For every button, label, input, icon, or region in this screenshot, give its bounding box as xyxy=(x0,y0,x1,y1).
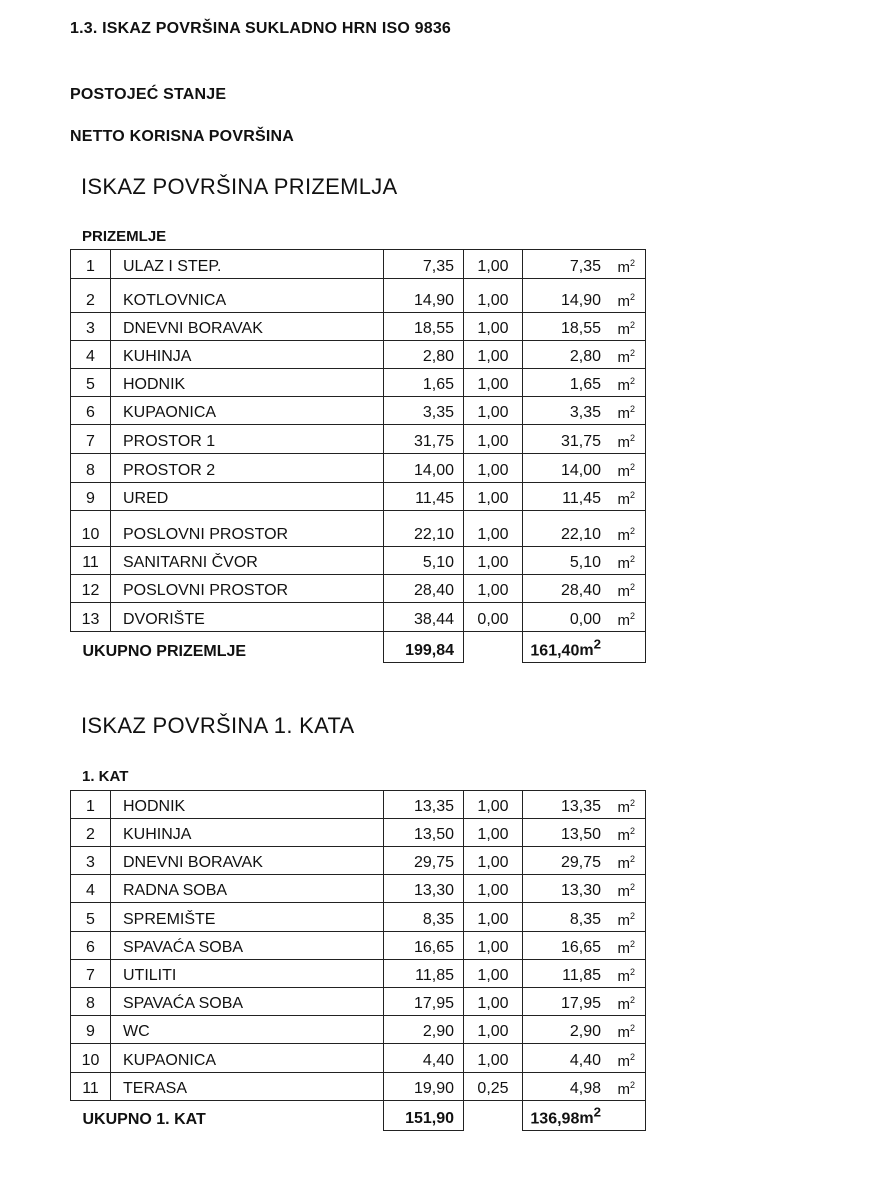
net-area-heading: NETTO KORISNA POVRŠINA xyxy=(70,128,294,145)
unit-label xyxy=(617,911,635,929)
room-area: 13,30 xyxy=(384,875,464,903)
room-net-value: 0,00 xyxy=(569,611,601,628)
room-net-value: 11,85 xyxy=(562,967,601,984)
unit-base: m xyxy=(617,434,630,451)
room-coefficient: 1,00 xyxy=(464,1016,523,1044)
room-number: 6 xyxy=(71,397,111,425)
table-row xyxy=(71,847,646,875)
unit-exponent: 2 xyxy=(629,376,635,386)
unit-exponent: 2 xyxy=(629,1080,635,1090)
room-net-area xyxy=(523,875,646,903)
room-name: RADNA SOBA xyxy=(111,875,384,903)
room-coefficient: 1,00 xyxy=(464,279,523,313)
unit-label xyxy=(617,376,635,394)
room-name: SPAVAĆA SOBA xyxy=(111,932,384,960)
room-net-value: 14,00 xyxy=(560,462,601,479)
unit-label xyxy=(617,1023,635,1041)
room-area: 16,65 xyxy=(384,932,464,960)
room-area: 14,90 xyxy=(384,279,464,313)
room-net-area xyxy=(523,425,646,454)
room-coefficient: 1,00 xyxy=(464,903,523,932)
unit-base: m xyxy=(617,855,630,872)
room-net-value: 2,90 xyxy=(569,1023,601,1040)
room-name: POSLOVNI PROSTOR xyxy=(111,511,384,547)
table-row xyxy=(71,425,646,454)
room-area: 22,10 xyxy=(384,511,464,547)
state-heading: POSTOJEĆ STANJE xyxy=(70,86,227,103)
unit-exponent: 2 xyxy=(629,882,635,892)
room-name: PROSTOR 2 xyxy=(111,454,384,483)
unit-base: m xyxy=(617,583,630,600)
room-net-area xyxy=(523,932,646,960)
room-net-area xyxy=(523,791,646,819)
total-net-value: 161,40 xyxy=(530,642,580,659)
room-net-value: 5,10 xyxy=(569,554,601,571)
unit-base: m xyxy=(617,1081,630,1098)
room-name: URED xyxy=(111,483,384,511)
room-net-area xyxy=(523,988,646,1016)
room-name: UTILITI xyxy=(111,960,384,988)
table-row xyxy=(71,313,646,341)
room-area: 11,45 xyxy=(384,483,464,511)
room-coefficient: 1,00 xyxy=(464,791,523,819)
unit-base: m xyxy=(617,377,630,394)
room-name: ULAZ I STEP. xyxy=(111,250,384,279)
unit-exponent: 2 xyxy=(629,1023,635,1033)
total-gap xyxy=(464,632,523,663)
room-coefficient: 1,00 xyxy=(464,875,523,903)
room-net-value: 18,55 xyxy=(560,320,601,337)
unit-label xyxy=(617,882,635,900)
room-area: 13,35 xyxy=(384,791,464,819)
unit-base: m xyxy=(579,642,594,659)
room-name: SANITARNI ČVOR xyxy=(111,547,384,575)
room-number: 4 xyxy=(71,875,111,903)
room-number: 1 xyxy=(71,250,111,279)
unit-base: m xyxy=(617,799,630,816)
room-name: SPREMIŠTE xyxy=(111,903,384,932)
total-row xyxy=(71,1101,646,1131)
first-floor-title: ISKAZ POVRŠINA 1. KATA xyxy=(81,713,355,738)
room-net-value: 13,30 xyxy=(560,882,601,899)
unit-exponent: 2 xyxy=(629,911,635,921)
total-gap xyxy=(464,1101,523,1131)
room-number: 10 xyxy=(71,511,111,547)
unit-label xyxy=(617,826,635,844)
room-net-area xyxy=(523,819,646,847)
room-coefficient: 1,00 xyxy=(464,483,523,511)
total-net-value: 136,98 xyxy=(530,1110,580,1127)
first-floor-label: 1. KAT xyxy=(82,768,129,785)
room-net-value: 22,10 xyxy=(560,526,601,543)
room-coefficient: 1,00 xyxy=(464,313,523,341)
room-number: 1 xyxy=(71,791,111,819)
room-net-area xyxy=(523,454,646,483)
room-number: 4 xyxy=(71,341,111,369)
unit-exponent: 2 xyxy=(629,320,635,330)
unit-exponent: 2 xyxy=(593,636,601,652)
table-row xyxy=(71,341,646,369)
unit-label xyxy=(617,1052,635,1070)
table-row xyxy=(71,511,646,547)
unit-label xyxy=(617,854,635,872)
room-coefficient: 1,00 xyxy=(464,932,523,960)
room-net-area xyxy=(523,903,646,932)
unit-base: m xyxy=(617,1024,630,1041)
table-row xyxy=(71,547,646,575)
room-number: 3 xyxy=(71,313,111,341)
table-row xyxy=(71,483,646,511)
room-net-area xyxy=(523,547,646,575)
table-row xyxy=(71,250,646,279)
table-row xyxy=(71,369,646,397)
room-coefficient: 1,00 xyxy=(464,250,523,279)
room-area: 7,35 xyxy=(384,250,464,279)
table-row xyxy=(71,932,646,960)
unit-exponent: 2 xyxy=(629,826,635,836)
unit-base: m xyxy=(617,827,630,844)
room-area: 5,10 xyxy=(384,547,464,575)
total-net-area xyxy=(523,632,646,663)
total-row xyxy=(71,632,646,663)
room-number: 9 xyxy=(71,483,111,511)
table-row xyxy=(71,791,646,819)
room-number: 7 xyxy=(71,425,111,454)
unit-exponent: 2 xyxy=(629,582,635,592)
room-coefficient: 1,00 xyxy=(464,575,523,603)
room-number: 7 xyxy=(71,960,111,988)
table-row xyxy=(71,1073,646,1101)
room-name: DNEVNI BORAVAK xyxy=(111,847,384,875)
room-net-area xyxy=(523,1016,646,1044)
room-net-value: 28,40 xyxy=(560,582,601,599)
unit-base: m xyxy=(617,293,630,310)
room-number: 2 xyxy=(71,279,111,313)
room-number: 8 xyxy=(71,454,111,483)
room-net-value: 8,35 xyxy=(569,911,601,928)
room-name: PROSTOR 1 xyxy=(111,425,384,454)
unit-base: m xyxy=(617,883,630,900)
room-number: 3 xyxy=(71,847,111,875)
room-net-area xyxy=(523,575,646,603)
room-area: 1,65 xyxy=(384,369,464,397)
unit-label xyxy=(617,939,635,957)
total-area: 199,84 xyxy=(384,632,464,663)
room-coefficient: 1,00 xyxy=(464,425,523,454)
unit-label xyxy=(617,292,635,310)
room-net-area xyxy=(523,397,646,425)
unit-base: m xyxy=(617,405,630,422)
room-name: WC xyxy=(111,1016,384,1044)
room-net-value: 13,50 xyxy=(560,826,601,843)
unit-base: m xyxy=(617,259,630,276)
room-net-value: 13,35 xyxy=(560,798,601,815)
room-net-area xyxy=(523,341,646,369)
room-net-value: 14,90 xyxy=(560,292,601,309)
room-number: 5 xyxy=(71,903,111,932)
unit-label xyxy=(617,582,635,600)
room-coefficient: 0,00 xyxy=(464,603,523,632)
unit-exponent: 2 xyxy=(593,1104,601,1120)
total-label: UKUPNO 1. KAT xyxy=(82,1110,206,1128)
room-area: 4,40 xyxy=(384,1044,464,1073)
room-net-area xyxy=(523,313,646,341)
table-row xyxy=(71,575,646,603)
room-net-value: 29,75 xyxy=(560,854,601,871)
room-number: 10 xyxy=(71,1044,111,1073)
room-number: 13 xyxy=(71,603,111,632)
room-net-value: 7,35 xyxy=(569,258,601,275)
ground-floor-label: PRIZEMLJE xyxy=(82,228,167,245)
unit-label xyxy=(617,462,635,480)
room-net-value: 1,65 xyxy=(569,376,601,393)
room-coefficient: 1,00 xyxy=(464,819,523,847)
room-coefficient: 1,00 xyxy=(464,341,523,369)
room-name: HODNIK xyxy=(111,369,384,397)
total-label: UKUPNO PRIZEMLJE xyxy=(82,642,247,660)
room-number: 11 xyxy=(71,547,111,575)
unit-exponent: 2 xyxy=(629,967,635,977)
unit-label xyxy=(617,995,635,1013)
unit-label xyxy=(617,526,635,544)
room-area: 8,35 xyxy=(384,903,464,932)
unit-label xyxy=(579,636,601,659)
unit-base: m xyxy=(617,612,630,629)
unit-exponent: 2 xyxy=(629,554,635,564)
unit-exponent: 2 xyxy=(629,939,635,949)
unit-label xyxy=(617,1080,635,1098)
unit-exponent: 2 xyxy=(629,526,635,536)
section-title: 1.3. ISKAZ POVRŠINA SUKLADNO HRN ISO 9836 xyxy=(70,20,452,37)
unit-base: m xyxy=(617,1053,630,1070)
unit-exponent: 2 xyxy=(629,292,635,302)
room-number: 12 xyxy=(71,575,111,603)
unit-base: m xyxy=(617,940,630,957)
room-coefficient: 1,00 xyxy=(464,847,523,875)
room-coefficient: 1,00 xyxy=(464,454,523,483)
room-net-value: 4,40 xyxy=(569,1052,601,1069)
room-name: KUPAONICA xyxy=(111,397,384,425)
room-name: KOTLOVNICA xyxy=(111,279,384,313)
room-net-value: 16,65 xyxy=(560,939,601,956)
room-area: 19,90 xyxy=(384,1073,464,1101)
room-coefficient: 0,25 xyxy=(464,1073,523,1101)
room-number: 5 xyxy=(71,369,111,397)
total-net-area xyxy=(523,1101,646,1131)
first-floor-table xyxy=(70,790,646,1131)
table-row xyxy=(71,454,646,483)
room-net-value: 4,98 xyxy=(569,1080,601,1097)
room-area: 29,75 xyxy=(384,847,464,875)
unit-exponent: 2 xyxy=(629,462,635,472)
unit-label xyxy=(617,967,635,985)
unit-base: m xyxy=(617,349,630,366)
room-number: 8 xyxy=(71,988,111,1016)
unit-label xyxy=(617,258,635,276)
room-area: 3,35 xyxy=(384,397,464,425)
total-area: 151,90 xyxy=(384,1101,464,1131)
room-number: 6 xyxy=(71,932,111,960)
room-area: 2,80 xyxy=(384,341,464,369)
room-net-value: 3,35 xyxy=(569,404,601,421)
unit-base: m xyxy=(579,1110,594,1127)
room-name: KUPAONICA xyxy=(111,1044,384,1073)
unit-base: m xyxy=(617,491,630,508)
room-name: TERASA xyxy=(111,1073,384,1101)
room-area: 13,50 xyxy=(384,819,464,847)
table-row xyxy=(71,819,646,847)
room-coefficient: 1,00 xyxy=(464,369,523,397)
room-coefficient: 1,00 xyxy=(464,960,523,988)
room-area: 38,44 xyxy=(384,603,464,632)
room-net-area xyxy=(523,483,646,511)
table-row xyxy=(71,988,646,1016)
room-coefficient: 1,00 xyxy=(464,397,523,425)
room-net-area xyxy=(523,603,646,632)
unit-label xyxy=(617,348,635,366)
room-area: 17,95 xyxy=(384,988,464,1016)
table-row xyxy=(71,279,646,313)
unit-exponent: 2 xyxy=(629,611,635,621)
room-name: HODNIK xyxy=(111,791,384,819)
ground-floor-table xyxy=(70,249,646,663)
room-net-value: 31,75 xyxy=(560,433,601,450)
room-area: 18,55 xyxy=(384,313,464,341)
unit-label xyxy=(617,798,635,816)
room-name: POSLOVNI PROSTOR xyxy=(111,575,384,603)
table-row xyxy=(71,603,646,632)
room-coefficient: 1,00 xyxy=(464,1044,523,1073)
room-net-area xyxy=(523,960,646,988)
room-net-value: 11,45 xyxy=(562,490,601,507)
unit-label xyxy=(617,320,635,338)
unit-exponent: 2 xyxy=(629,433,635,443)
unit-exponent: 2 xyxy=(629,995,635,1005)
unit-exponent: 2 xyxy=(629,854,635,864)
unit-label xyxy=(617,433,635,451)
table-row xyxy=(71,1016,646,1044)
unit-base: m xyxy=(617,527,630,544)
unit-exponent: 2 xyxy=(629,348,635,358)
room-net-area xyxy=(523,250,646,279)
unit-base: m xyxy=(617,321,630,338)
room-net-area xyxy=(523,1073,646,1101)
unit-label xyxy=(579,1104,601,1127)
room-area: 14,00 xyxy=(384,454,464,483)
unit-label xyxy=(617,554,635,572)
room-coefficient: 1,00 xyxy=(464,547,523,575)
room-net-value: 17,95 xyxy=(560,995,601,1012)
table-row xyxy=(71,397,646,425)
room-area: 11,85 xyxy=(384,960,464,988)
room-number: 9 xyxy=(71,1016,111,1044)
unit-exponent: 2 xyxy=(629,490,635,500)
room-name: DVORIŠTE xyxy=(111,603,384,632)
table-row xyxy=(71,1044,646,1073)
unit-base: m xyxy=(617,968,630,985)
table-row xyxy=(71,875,646,903)
room-net-area xyxy=(523,279,646,313)
room-net-value: 2,80 xyxy=(569,348,601,365)
room-net-area xyxy=(523,847,646,875)
room-net-area xyxy=(523,511,646,547)
room-name: DNEVNI BORAVAK xyxy=(111,313,384,341)
table-row xyxy=(71,960,646,988)
room-coefficient: 1,00 xyxy=(464,511,523,547)
room-name: KUHINJA xyxy=(111,341,384,369)
room-area: 2,90 xyxy=(384,1016,464,1044)
unit-exponent: 2 xyxy=(629,798,635,808)
room-net-area xyxy=(523,1044,646,1073)
room-net-area xyxy=(523,369,646,397)
room-area: 28,40 xyxy=(384,575,464,603)
unit-exponent: 2 xyxy=(629,404,635,414)
unit-exponent: 2 xyxy=(629,1052,635,1062)
unit-base: m xyxy=(617,996,630,1013)
room-name: SPAVAĆA SOBA xyxy=(111,988,384,1016)
ground-floor-title: ISKAZ POVRŠINA PRIZEMLJA xyxy=(81,174,398,199)
room-number: 11 xyxy=(71,1073,111,1101)
room-name: KUHINJA xyxy=(111,819,384,847)
room-coefficient: 1,00 xyxy=(464,988,523,1016)
table-row xyxy=(71,903,646,932)
unit-label xyxy=(617,611,635,629)
unit-base: m xyxy=(617,912,630,929)
unit-base: m xyxy=(617,555,630,572)
unit-exponent: 2 xyxy=(629,258,635,268)
room-number: 2 xyxy=(71,819,111,847)
room-area: 31,75 xyxy=(384,425,464,454)
unit-base: m xyxy=(617,463,630,480)
unit-label xyxy=(617,404,635,422)
unit-label xyxy=(617,490,635,508)
